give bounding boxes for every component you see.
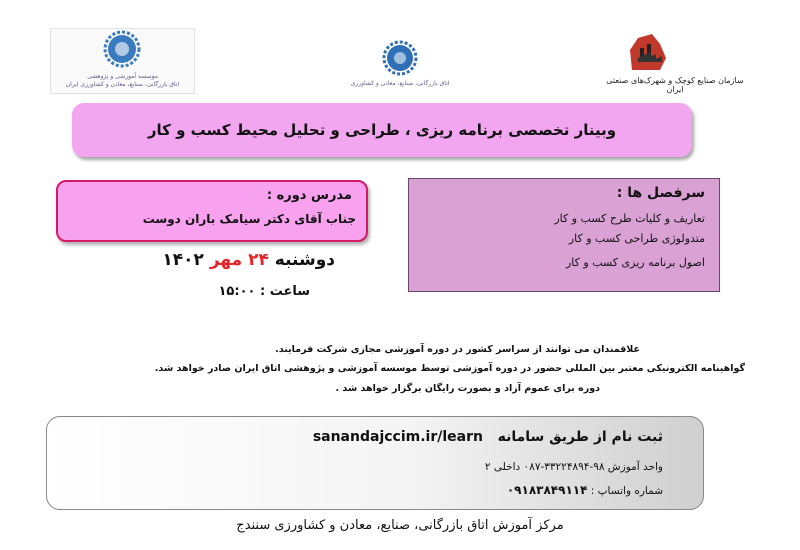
note-line: دوره برای عموم آزاد و بصورت رایگان برگزار خواهد شد . (335, 383, 600, 394)
registration-url[interactable]: sanandajccim.ir/learn (312, 429, 483, 445)
chamber-logo (345, 40, 455, 96)
registration-prefix: ثبت نام از طریق سامانه (497, 429, 663, 445)
topics-box (408, 178, 720, 292)
footer-organizer: مرکز آموزش اتاق بازرگانی، صنایع، معادن و کشاورزی سنندج (236, 518, 564, 533)
institute-caption: موسسه آموزشی و پژوهشی اتاق بازرگانی، صنایع، معادن و کشاورزی ایران (65, 73, 180, 88)
training-unit-phone: واحد آموزش ۹۸-۳۳۲۲۴۸۹۴-۰۸۷ داخلی ۲ (484, 461, 663, 473)
date-weekday: دوشنبه (274, 250, 335, 270)
topic-item: اصول برنامه ریزی کسب و کار (565, 256, 705, 269)
topic-item: تعاریف و کلیات طرح کسب و کار (554, 212, 705, 225)
date-day: ۲۴ (248, 250, 269, 270)
instructor-label: مدرس دوره : (266, 188, 352, 203)
event-date (95, 250, 335, 270)
organization-caption: سازمان صنایع کوچک و شهرک‌های صنعتی ایران (606, 76, 744, 94)
institute-logo (50, 28, 195, 94)
instructor-box (56, 180, 368, 242)
event-time: ساعت : ۱۵:۰۰ (218, 284, 310, 299)
registration-box (46, 416, 704, 510)
date-month: مهر (209, 250, 243, 270)
note-line: گواهینامه الکترونیکی معتبر بین المللی حضور در دوره آموزشی توسط موسسه آموزشی و پژوهشی اتاق ایران صادر خواهد شد. (154, 363, 745, 374)
whatsapp-number: ۰۹۱۸۳۸۴۹۱۱۴ (506, 483, 588, 497)
date-year: ۱۴۰۲ (162, 250, 204, 270)
webinar-title: وبینار تخصصی برنامه ریزی ، طراحی و تحلیل محیط کسب و کار (72, 103, 692, 157)
whatsapp-line (507, 483, 663, 497)
instructor-name: جناب آقای دکتر سیامک باران دوست (142, 212, 356, 226)
topics-heading: سرفصل ها : (616, 185, 705, 201)
organization-logo (600, 30, 750, 94)
chamber-caption: اتاق بازرگانی، صنایع، معادن و کشاورزی (350, 80, 450, 87)
whatsapp-label: شماره واتساپ : (590, 485, 663, 497)
factory-map-icon (600, 30, 750, 72)
topic-item: متدولوژی طراحی کسب و کار (568, 232, 705, 245)
note-line: علاقمندان می توانند از سراسر کشور در دوره آموزشی مجازی شرکت فرمایند. (275, 344, 640, 355)
chamber-globe-icon (345, 40, 455, 76)
globe-gear-icon (51, 29, 194, 69)
registration-line (313, 429, 663, 445)
